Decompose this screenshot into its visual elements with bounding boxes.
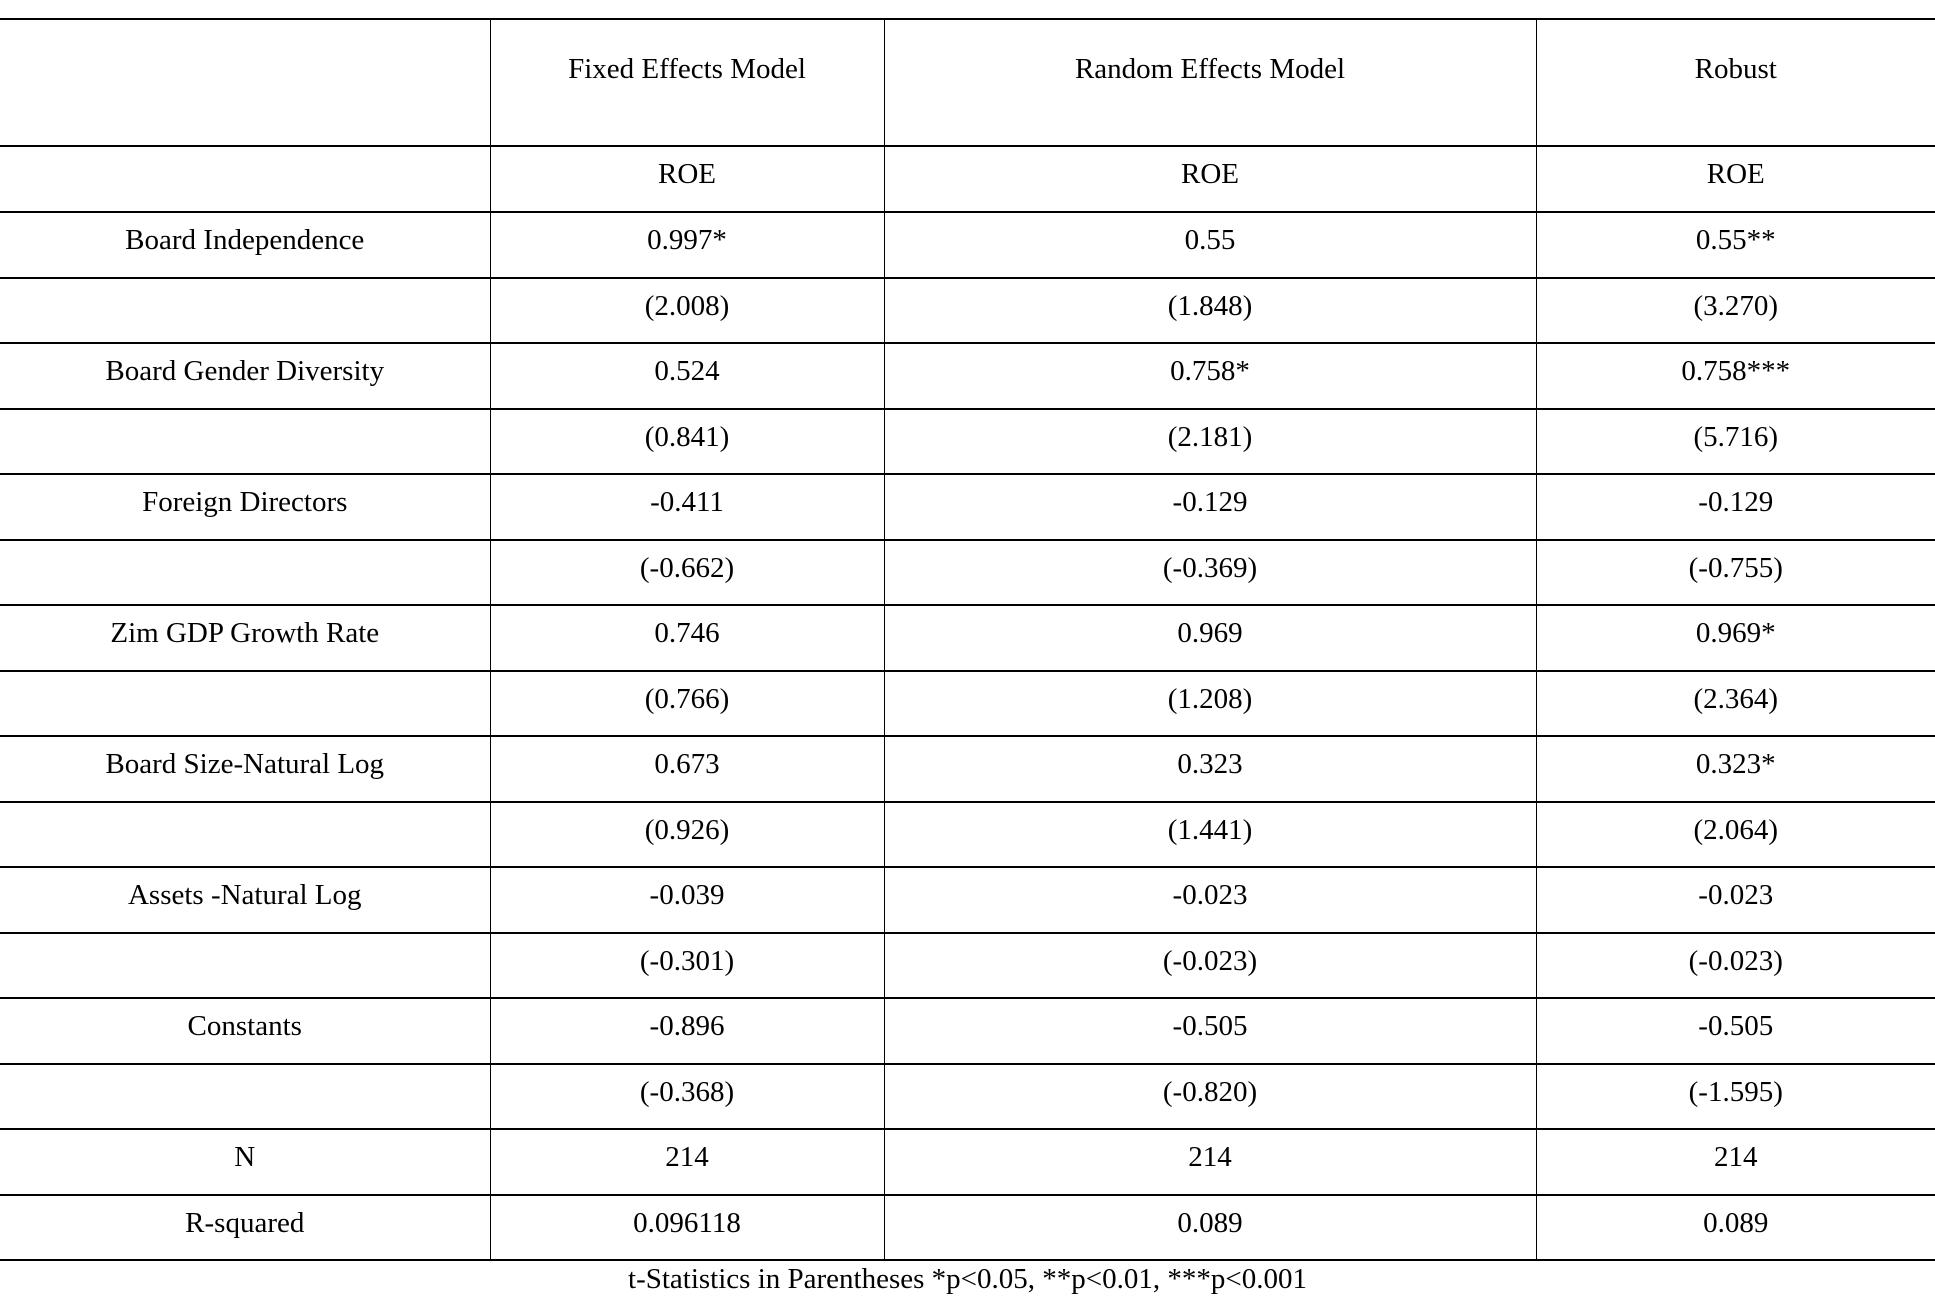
robust-cell: 0.089 [1536, 1195, 1935, 1261]
coefficient-row [0, 1129, 1935, 1195]
row-label: Board Independence [0, 212, 490, 278]
random-effects-cell: (1.208) [884, 671, 1536, 737]
random-effects-cell: 0.969 [884, 605, 1536, 671]
fixed-effects-cell: (-0.368) [490, 1064, 884, 1130]
random-effects-cell: (1.441) [884, 802, 1536, 868]
dv-blank-cell [0, 146, 490, 212]
robust-cell: (-1.595) [1536, 1064, 1935, 1130]
t-statistic-row [0, 540, 1935, 606]
robust-cell: (-0.023) [1536, 933, 1935, 999]
t-statistic-row [0, 933, 1935, 999]
fixed-effects-cell: (-0.662) [490, 540, 884, 606]
fixed-effects-cell: (0.926) [490, 802, 884, 868]
coefficient-row [0, 867, 1935, 933]
t-statistic-row [0, 409, 1935, 475]
coefficient-row [0, 212, 1935, 278]
fixed-effects-cell: 0.096118 [490, 1195, 884, 1261]
header-robust: Robust [1536, 19, 1935, 146]
row-label: Zim GDP Growth Rate [0, 605, 490, 671]
header-blank-cell [0, 19, 490, 146]
fixed-effects-cell: 214 [490, 1129, 884, 1195]
coefficient-row [0, 474, 1935, 540]
robust-cell: (5.716) [1536, 409, 1935, 475]
robust-cell: (2.064) [1536, 802, 1935, 868]
random-effects-cell: 0.55 [884, 212, 1536, 278]
dv-fixed-effects: ROE [490, 146, 884, 212]
t-statistic-row [0, 671, 1935, 737]
row-label: R-squared [0, 1195, 490, 1261]
row-label: Board Gender Diversity [0, 343, 490, 409]
row-label: Board Size-Natural Log [0, 736, 490, 802]
fixed-effects-cell: -0.039 [490, 867, 884, 933]
fixed-effects-cell: (0.766) [490, 671, 884, 737]
robust-cell: 0.323* [1536, 736, 1935, 802]
row-label [0, 802, 490, 868]
robust-cell: 0.758*** [1536, 343, 1935, 409]
fixed-effects-cell: (0.841) [490, 409, 884, 475]
dv-robust: ROE [1536, 146, 1935, 212]
t-statistic-row [0, 278, 1935, 344]
robust-cell: (3.270) [1536, 278, 1935, 344]
robust-cell: -0.023 [1536, 867, 1935, 933]
robust-cell: 0.969* [1536, 605, 1935, 671]
random-effects-cell: 0.758* [884, 343, 1536, 409]
t-statistic-row [0, 1064, 1935, 1130]
random-effects-cell: 0.089 [884, 1195, 1536, 1261]
random-effects-cell: (-0.820) [884, 1064, 1536, 1130]
row-label: Constants [0, 998, 490, 1064]
coefficient-row [0, 605, 1935, 671]
robust-cell: -0.505 [1536, 998, 1935, 1064]
robust-cell: (-0.755) [1536, 540, 1935, 606]
row-label [0, 671, 490, 737]
t-statistic-row [0, 802, 1935, 868]
row-label: Assets -Natural Log [0, 867, 490, 933]
model-header-row [0, 19, 1935, 146]
row-label [0, 409, 490, 475]
random-effects-cell: 0.323 [884, 736, 1536, 802]
row-label: N [0, 1129, 490, 1195]
random-effects-cell: -0.505 [884, 998, 1536, 1064]
random-effects-cell: -0.129 [884, 474, 1536, 540]
random-effects-cell: (-0.369) [884, 540, 1536, 606]
fixed-effects-cell: -0.896 [490, 998, 884, 1064]
header-random-effects: Random Effects Model [884, 19, 1536, 146]
fixed-effects-cell: 0.524 [490, 343, 884, 409]
table-footnote: t-Statistics in Parentheses *p<0.05, **p<0.01, ***p<0.001 [628, 1263, 1307, 1295]
dependent-variable-row [0, 146, 1935, 212]
robust-cell: 214 [1536, 1129, 1935, 1195]
row-label [0, 540, 490, 606]
row-label [0, 933, 490, 999]
coefficient-row [0, 998, 1935, 1064]
random-effects-cell: (-0.023) [884, 933, 1536, 999]
coefficient-row [0, 343, 1935, 409]
robust-cell: 0.55** [1536, 212, 1935, 278]
random-effects-cell: (1.848) [884, 278, 1536, 344]
fixed-effects-cell: 0.997* [490, 212, 884, 278]
random-effects-cell: 214 [884, 1129, 1536, 1195]
fixed-effects-cell: (-0.301) [490, 933, 884, 999]
row-label [0, 278, 490, 344]
header-fixed-effects: Fixed Effects Model [490, 19, 884, 146]
coefficient-row [0, 736, 1935, 802]
row-label [0, 1064, 490, 1130]
fixed-effects-cell: 0.746 [490, 605, 884, 671]
robust-cell: (2.364) [1536, 671, 1935, 737]
random-effects-cell: (2.181) [884, 409, 1536, 475]
coefficient-row [0, 1195, 1935, 1261]
regression-results-table [0, 18, 1935, 1261]
fixed-effects-cell: 0.673 [490, 736, 884, 802]
robust-cell: -0.129 [1536, 474, 1935, 540]
row-label: Foreign Directors [0, 474, 490, 540]
dv-random-effects: ROE [884, 146, 1536, 212]
fixed-effects-cell: -0.411 [490, 474, 884, 540]
random-effects-cell: -0.023 [884, 867, 1536, 933]
fixed-effects-cell: (2.008) [490, 278, 884, 344]
